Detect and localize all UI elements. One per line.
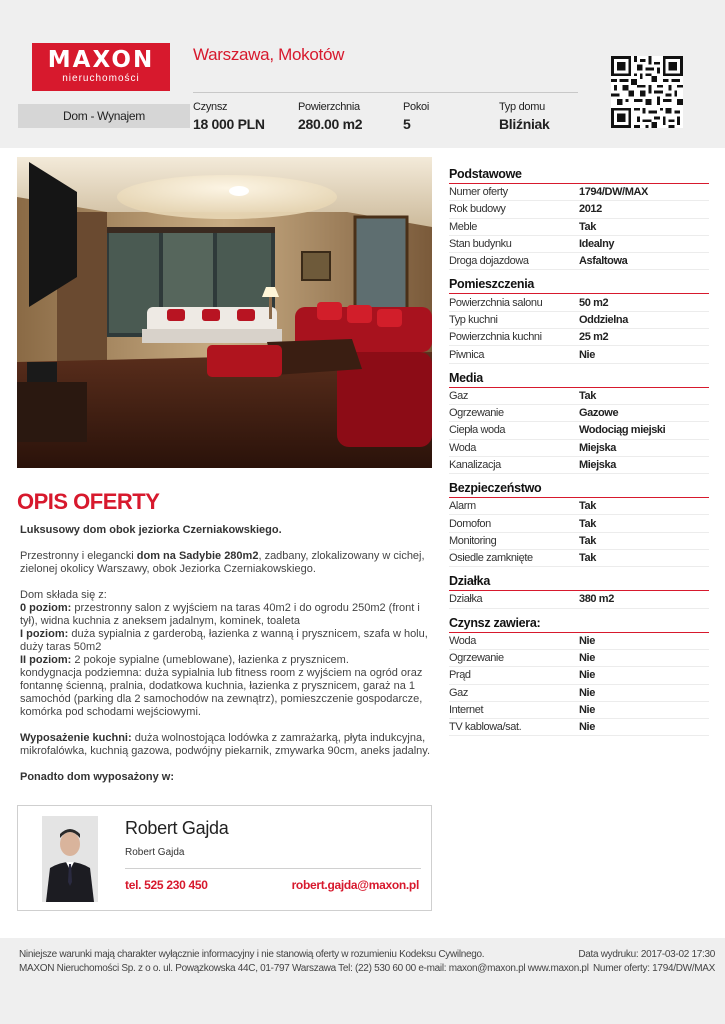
detail-key: Kanalizacja	[449, 459, 501, 471]
offer-category-badge: Dom - Wynajem	[18, 104, 190, 128]
stat-area	[298, 101, 362, 132]
detail-row	[449, 498, 709, 515]
section-title: Działka	[449, 574, 709, 591]
details-section	[449, 167, 709, 270]
level-text: przestronny salon z wyjściem na taras 40m2 i do ogrodu 250m2 (front i tył), widna kuchnia z aneksem jadalnym, kominek, toaleta	[20, 602, 420, 627]
page-footer	[0, 938, 725, 1024]
description-kitchen	[20, 732, 432, 758]
stat-label: Pokoi	[403, 101, 430, 113]
detail-row	[449, 219, 709, 236]
stat-rent	[193, 101, 265, 132]
details-section	[449, 277, 709, 363]
detail-row	[449, 685, 709, 702]
level-text: kondygnacja podziemna: duża sypialnia lub fitness room z wyjściem na ogród oraz fontannę ścienną, pralnia, dodatkowa kuchnia, łazienka z prysznicem, garaż na 1 samochód (parking dla 2 samochodów na zewnątrz), pomieszczenie gospodarcze, komórka pod schodami wejściowymi.	[20, 667, 423, 718]
detail-row	[449, 719, 709, 736]
stat-value: 280.00 m2	[298, 116, 363, 132]
text-span: Dom składa się z:	[20, 589, 107, 601]
property-photo[interactable]	[17, 157, 432, 468]
detail-row	[449, 667, 709, 684]
detail-value: Idealny	[579, 238, 615, 251]
description-levels	[20, 589, 432, 719]
footer-disclaimer	[19, 948, 589, 976]
detail-row	[449, 591, 709, 608]
detail-row	[449, 702, 709, 719]
detail-key: Gaz	[449, 389, 468, 402]
detail-value: 380 m2	[579, 593, 614, 606]
detail-value: 2012	[579, 203, 602, 216]
section-title: Pomieszczenia	[449, 277, 709, 294]
detail-key: Ogrzewanie	[449, 652, 504, 665]
description-heading: OPIS OFERTY	[17, 489, 160, 514]
stat-value: 18 000 PLN	[193, 116, 265, 132]
detail-value: Miejska	[579, 459, 616, 471]
detail-key: Prąd	[449, 669, 471, 682]
level-text: 2 pokoje sypialne (umeblowane), łazienka z prysznicem.	[71, 654, 349, 666]
detail-row	[449, 422, 709, 439]
stat-label: Powierzchnia	[298, 101, 360, 113]
stat-value: 5	[403, 116, 411, 132]
detail-value: Nie	[579, 652, 595, 665]
location-title: Warszawa, Mokotów	[193, 45, 345, 64]
detail-value: Tak	[579, 517, 596, 530]
detail-key: Domofon	[449, 517, 491, 530]
detail-key: Woda	[449, 634, 476, 647]
detail-key: Powierzchnia kuchni	[449, 331, 542, 344]
header-divider	[193, 92, 578, 93]
details-section	[449, 481, 709, 567]
detail-row	[449, 550, 709, 567]
print-date: Data wydruku: 2017-03-02 17:30	[578, 949, 715, 960]
kitchen-text: duża wolnostojąca lodówka z zamrażarką, płyta indukcyjna, mikrofalówka, kuchnią gazowa, podwójny piekarnik, zmywarka 90cm, aneks jadalny.	[20, 732, 431, 757]
detail-row	[449, 533, 709, 550]
detail-value: Miejska	[579, 441, 616, 454]
detail-row	[449, 253, 709, 270]
detail-value: Wodociąg miejski	[579, 424, 666, 437]
detail-key: Alarm	[449, 500, 476, 513]
detail-key: Powierzchnia salonu	[449, 296, 543, 309]
page-header	[0, 0, 725, 148]
detail-key: Stan budynku	[449, 238, 512, 251]
level-text: duża sypialnia z garderobą, łazienka z wanną i prysznicem, szafa w holu, duży taras 50m2	[20, 628, 428, 653]
detail-key: Działka	[449, 593, 483, 606]
stat-house-type	[499, 101, 550, 132]
stat-label: Czynsz	[193, 101, 228, 113]
detail-row	[449, 236, 709, 253]
section-title: Podstawowe	[449, 167, 709, 184]
details-section	[449, 616, 709, 737]
level-label: 0 poziom:	[20, 602, 72, 614]
detail-row	[449, 312, 709, 329]
detail-value: Tak	[579, 220, 596, 233]
detail-row	[449, 633, 709, 650]
detail-key: Typ kuchni	[449, 313, 498, 326]
stat-value: Bliźniak	[499, 116, 550, 132]
detail-value: Tak	[579, 500, 596, 513]
text-span: Przestronny i elegancki	[20, 550, 137, 562]
detail-key: Rok budowy	[449, 203, 506, 216]
section-title: Czynsz zawiera:	[449, 616, 709, 633]
detail-value: Nie	[579, 686, 595, 699]
agent-email-link[interactable]: robert.gajda@maxon.pl	[291, 878, 419, 892]
description-equipped-label: Ponadto dom wyposażony w:	[20, 771, 175, 783]
detail-row	[449, 329, 709, 346]
kitchen-label: Wyposażenie kuchni:	[20, 732, 132, 744]
detail-key: Droga dojazdowa	[449, 255, 529, 268]
detail-row	[449, 184, 709, 201]
agent-avatar	[42, 816, 98, 902]
description-body	[20, 524, 432, 797]
detail-key: Gaz	[449, 686, 468, 699]
detail-key: Woda	[449, 441, 476, 454]
detail-value: Tak	[579, 534, 596, 547]
detail-row	[449, 440, 709, 457]
level-label: I poziom:	[20, 628, 69, 640]
agent-phone-link[interactable]: tel. 525 230 450	[125, 878, 208, 892]
section-title: Bezpieczeństwo	[449, 481, 709, 498]
detail-row	[449, 388, 709, 405]
description-intro: Luksusowy dom obok jeziorka Czerniakowskiego.	[20, 524, 282, 536]
detail-row	[449, 201, 709, 218]
detail-row	[449, 515, 709, 532]
detail-value: Asfaltowa	[579, 255, 628, 268]
agent-name: Robert Gajda	[125, 818, 229, 838]
detail-value: Nie	[579, 634, 595, 647]
section-title: Media	[449, 371, 709, 388]
detail-row	[449, 457, 709, 474]
level-label: II poziom:	[20, 654, 72, 666]
stat-rooms	[403, 101, 429, 132]
disclaimer-line: Niniejsze warunki mają charakter wyłącznie informacyjny i nie stanowią oferty w rozumieniu Kodeksu Cywilnego.	[19, 949, 485, 960]
detail-row	[449, 346, 709, 363]
maxon-logo[interactable]	[32, 43, 170, 91]
detail-value: 25 m2	[579, 331, 609, 344]
detail-value: 50 m2	[579, 296, 609, 309]
stat-label: Typ domu	[499, 101, 545, 113]
detail-row	[449, 650, 709, 667]
detail-value: Nie	[579, 703, 595, 716]
detail-key: Ogrzewanie	[449, 407, 504, 420]
detail-key: Ciepła woda	[449, 424, 506, 437]
detail-value: Tak	[579, 552, 596, 565]
details-section	[449, 371, 709, 474]
detail-key: Monitoring	[449, 534, 497, 547]
detail-value: Tak	[579, 389, 596, 402]
detail-key: Numer oferty	[449, 186, 508, 199]
text-bold: dom na Sadybie 280m2	[136, 550, 259, 562]
detail-key: Piwnica	[449, 348, 485, 361]
detail-value: Nie	[579, 669, 595, 682]
description-paragraph	[20, 550, 432, 576]
detail-value: Gazowe	[579, 407, 619, 420]
detail-key: TV kablowa/sat.	[449, 721, 522, 734]
agent-subtitle: Robert Gajda	[125, 847, 185, 858]
logo-text: MAXON	[47, 47, 155, 73]
detail-value: 1794/DW/MAX	[579, 186, 648, 199]
detail-value: Nie	[579, 348, 595, 361]
detail-row	[449, 294, 709, 311]
footer-meta	[578, 948, 715, 976]
detail-key: Osiedle zamknięte	[449, 552, 533, 565]
agent-card	[17, 805, 432, 911]
details-section	[449, 574, 709, 608]
offer-number: Numer oferty: 1794/DW/MAX	[593, 963, 715, 974]
detail-key: Meble	[449, 220, 477, 233]
qr-code-icon[interactable]	[611, 56, 683, 128]
agent-divider	[125, 868, 421, 869]
company-info-line: MAXON Nieruchomości Sp. z o o. ul. Powązkowska 44C, 01-797 Warszawa Tel: (22) 530 60 00 e-mail: maxon@maxon.pl www.maxon.pl	[19, 963, 589, 974]
detail-row	[449, 405, 709, 422]
logo-subtitle: nieruchomości	[62, 73, 140, 84]
text-span: , zadbany, zlokalizowany w cichej, zielonej okolicy Warszawy, obok Jeziorka Czerniakowskiego.	[20, 550, 425, 575]
detail-value: Nie	[579, 721, 595, 734]
detail-key: Internet	[449, 703, 484, 716]
details-panel	[449, 167, 709, 743]
detail-value: Oddzielna	[579, 313, 628, 326]
